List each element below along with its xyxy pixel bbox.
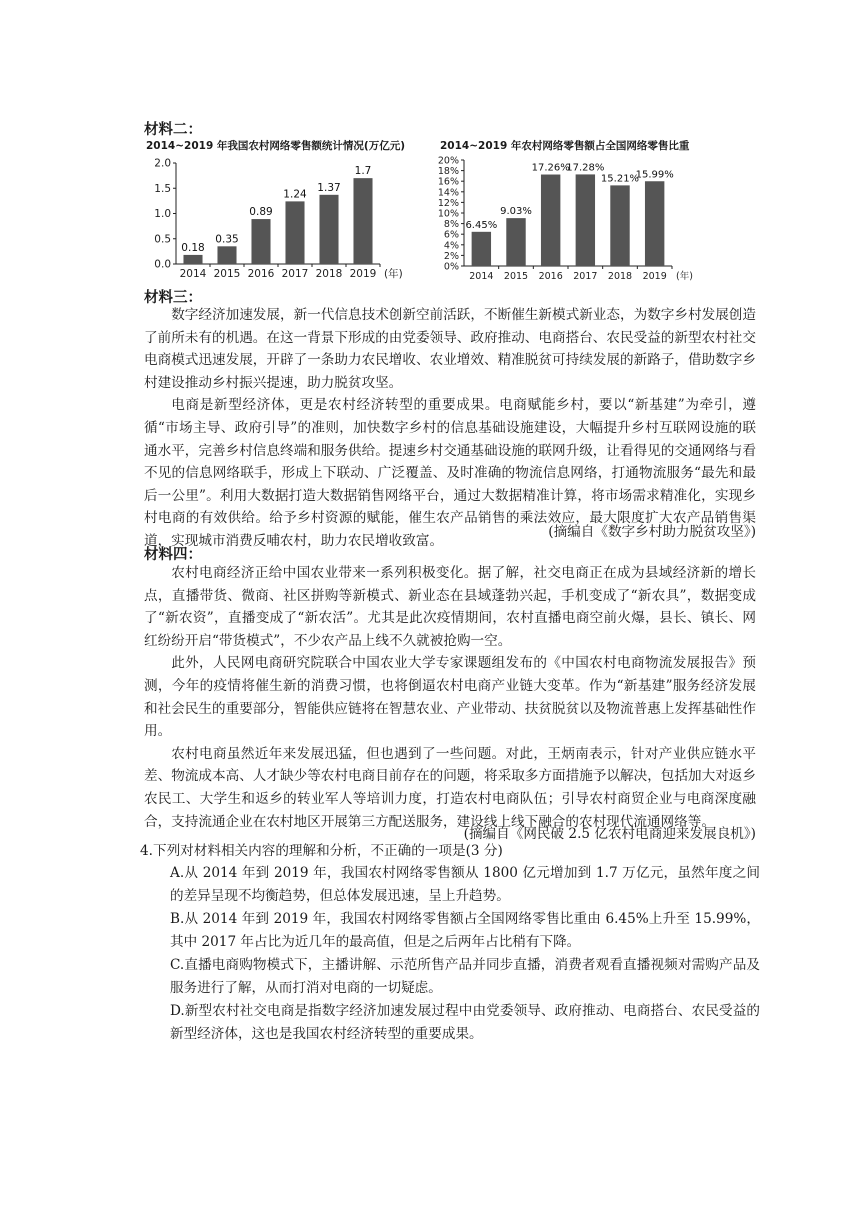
material3-body xyxy=(144,304,756,553)
chart2-y-tick-label: 18% xyxy=(437,166,459,178)
chart2-bar xyxy=(645,181,664,266)
chart2-value-label: 9.03% xyxy=(500,206,532,218)
chart2-y-tick-label: 20% xyxy=(437,155,459,167)
chart1-y-tick-label: 1.0 xyxy=(154,208,171,220)
chart2-bar xyxy=(541,175,560,266)
option-d[interactable] xyxy=(170,1000,760,1045)
material4-heading: 材料四： xyxy=(144,546,202,563)
chart2-y-tick-label: 8% xyxy=(443,219,459,231)
question-stem: 4.下列对材料相关内容的理解和分析，不正确的一项是(3 分) xyxy=(140,843,503,859)
chart1-bar xyxy=(217,246,236,264)
chart2-value-label: 6.45% xyxy=(465,219,498,231)
chart2-bar xyxy=(610,185,629,266)
chart1-value-label: 0.35 xyxy=(215,233,239,246)
chart1-bar xyxy=(251,219,270,264)
rural-retail-amount-chart xyxy=(140,154,420,284)
chart2-y-tick-label: 14% xyxy=(437,187,459,199)
option-text: 从 2014 年到 2019 年，我国农村网络零售额从 1800 亿元增加到 1.7 万亿元，虽然年度之间的差异呈现不均衡趋势，但总体发展迅速，呈上升趋势。 xyxy=(170,865,760,904)
chart2-y-tick-label: 16% xyxy=(437,176,459,188)
chart2-y-tick-label: 2% xyxy=(443,250,459,262)
chart2-bar xyxy=(506,218,525,266)
chart1-y-tick-label: 1.5 xyxy=(154,182,171,195)
chart2-x-tick-label: 2016 xyxy=(538,271,563,282)
material4-paragraph: 农村电商经济正给中国农业带来一系列积极变化。据了解，社交电商正在成为县域经济新的增长点，直播带货、微商、社区拼购等新模式、新业态在县域蓬勃兴起，手机变成了“新农具”，数据变成了“新农资”，直播变成了“新农活”。尤其是此次疫情期间，农村直播电商空前火爆，县长、镇长、网红纷纷开启“带货模式”，不少农产品上线不久就被抢购一空。 xyxy=(144,565,756,649)
chart1-bar xyxy=(183,255,202,264)
chart2-x-unit-label: (年) xyxy=(676,271,693,282)
option-label: B. xyxy=(170,911,185,927)
chart1-x-tick-label: 2018 xyxy=(315,268,343,280)
chart1-x-tick-label: 2016 xyxy=(247,268,275,280)
option-text: 新型农村社交电商是指数字经济加速发展过程中由党委领导、政府推动、电商搭台、农民受益的新型经济体，这也是我国农村经济转型的重要成果。 xyxy=(170,1003,760,1042)
chart2-x-tick-label: 2014 xyxy=(469,271,494,282)
chart1-title: 2014~2019 年我国农村网络零售额统计情况(万亿元) xyxy=(146,140,405,152)
chart2-y-tick-label: 12% xyxy=(437,197,459,209)
material4-paragraph: 此外，人民网电商研究院联合中国农业大学专家课题组发布的《中国农村电商物流发展报告》预测，今年的疫情将催生新的消费习惯，也将倒逼农村电商产业链大变革。作为“新基建”服务经济发展和社会民生的重要部分，智能供应链将在智慧农业、产业带动、扶贫脱贫以及物流普惠上发挥基础性作用。 xyxy=(144,655,756,740)
option-c[interactable] xyxy=(170,954,760,999)
chart2-value-label: 17.26% xyxy=(531,162,570,174)
material3-paragraph: 电商是新型经济体，更是农村经济转型的重要成果。电商赋能乡村，要以“新基建”为牵引，遵循“市场主导、政府引导”的准则，加快数字乡村的信息基础设施建设，大幅提升乡村互联网设施的联通水平，完善乡村信息终端和服务供给。提速乡村交通基础设施的联网升级，让看得见的交通网络与看不见的信息网络联手，形成上下联动、广泛覆盖、及时准确的物流信息网络，打通物流服务“最先和最后一公里”。利用大数据打造大数据销售网络平台，通过大数据精准计算，将市场需求精准化，实现乡村电商的有效供给。给予乡村资源的赋能，催生农产品销售的乘法效应，最大限度扩大农产品销售渠道，实现城市消费反哺农村，助力农民增收致富。 xyxy=(144,397,756,549)
chart1-value-label: 0.18 xyxy=(181,241,205,254)
chart2-bar xyxy=(472,232,491,266)
material4-source: (摘编自《网民破 2.5 亿农村电商迎来发展良机》) xyxy=(463,826,756,842)
option-text: 从 2014 年到 2019 年，我国农村网络零售额占全国网络零售比重由 6.45%上升至 15.99%，其中 2017 年占比为近几年的最高值，但是之后两年占比稍有下降。 xyxy=(170,911,760,950)
material3-paragraph: 数字经济加速发展，新一代信息技术创新空前活跃，不断催生新模式新业态，为数字乡村发展创造了前所未有的机遇。在这一背景下形成的由党委领导、政府推动、电商搭台、农民受益的新型农村社交电商模式迅速发展，开辟了一条助力农民增收、农业增效、精准脱贫可持续发展的新路子，借助数字乡村建设推动乡村振兴提速，助力脱贫攻坚。 xyxy=(144,307,756,391)
chart1-x-tick-label: 2015 xyxy=(213,268,241,280)
chart2-value-label: 15.99% xyxy=(635,169,674,181)
chart2-y-tick-label: 10% xyxy=(437,208,459,220)
chart2-x-tick-label: 2018 xyxy=(607,271,633,282)
chart2-value-label: 17.28% xyxy=(566,162,605,174)
option-label: D. xyxy=(170,1003,185,1019)
option-text: 直播电商购物模式下，主播讲解、示范所售产品并同步直播，消费者观看直播视频对需购产品及服务进行了解，从而打消对电商的一切疑虑。 xyxy=(170,957,760,996)
material4-body xyxy=(144,562,756,833)
chart2-x-tick-label: 2019 xyxy=(642,271,667,282)
chart1-value-label: 1.24 xyxy=(283,188,307,201)
chart1-bar xyxy=(353,178,372,264)
chart2-x-tick-label: 2017 xyxy=(573,271,598,282)
chart1-value-label: 1.7 xyxy=(354,165,372,178)
option-label: A. xyxy=(170,865,185,881)
material2-heading: 材料二： xyxy=(144,121,202,138)
option-label: C. xyxy=(170,957,185,973)
chart2-y-tick-label: 4% xyxy=(443,240,459,252)
chart1-x-tick-label: 2019 xyxy=(349,268,377,280)
material3-heading: 材料三： xyxy=(144,289,202,306)
rural-retail-share-chart xyxy=(430,154,710,284)
chart1-x-tick-label: 2017 xyxy=(281,268,309,280)
chart1-x-unit-label: (年) xyxy=(384,268,403,280)
chart2-value-label: 15.21% xyxy=(600,173,640,185)
chart2-bar xyxy=(576,174,595,266)
material4-paragraph: 农村电商虽然近年来发展迅猛，但也遇到了一些问题。对此，王炳南表示，针对产业供应链水平差、物流成本高、人才缺少等农村电商目前存在的问题，将采取多方面措施予以解决，包括加大对返乡农民工、大学生和返乡的转业军人等培训力度，打造农村电商队伍；引导农村商贸企业与电商深度融合，支持流通企业在农村地区开展第三方配送服务，建设线上线下融合的农村现代流通网络等。 xyxy=(144,745,756,830)
chart1-value-label: 1.37 xyxy=(317,181,341,194)
chart1-y-tick-label: 0.5 xyxy=(154,233,171,246)
chart1-bar xyxy=(285,201,304,264)
chart1-y-tick-label: 0.0 xyxy=(154,258,171,271)
option-b[interactable] xyxy=(170,908,760,953)
option-a[interactable] xyxy=(170,862,760,907)
chart1-y-tick-label: 2.0 xyxy=(154,157,171,170)
chart2-x-tick-label: 2015 xyxy=(503,271,529,282)
chart1-value-label: 0.89 xyxy=(249,206,273,219)
chart1-x-tick-label: 2014 xyxy=(179,268,207,280)
chart2-y-tick-label: 6% xyxy=(443,229,459,241)
chart2-title: 2014~2019 年农村网络零售额占全国网络零售比重 xyxy=(440,140,690,152)
material3-source: (摘编自《数字乡村助力脱贫攻坚》) xyxy=(548,524,756,540)
chart1-bar xyxy=(319,195,338,264)
chart2-y-tick-label: 0% xyxy=(443,261,459,273)
